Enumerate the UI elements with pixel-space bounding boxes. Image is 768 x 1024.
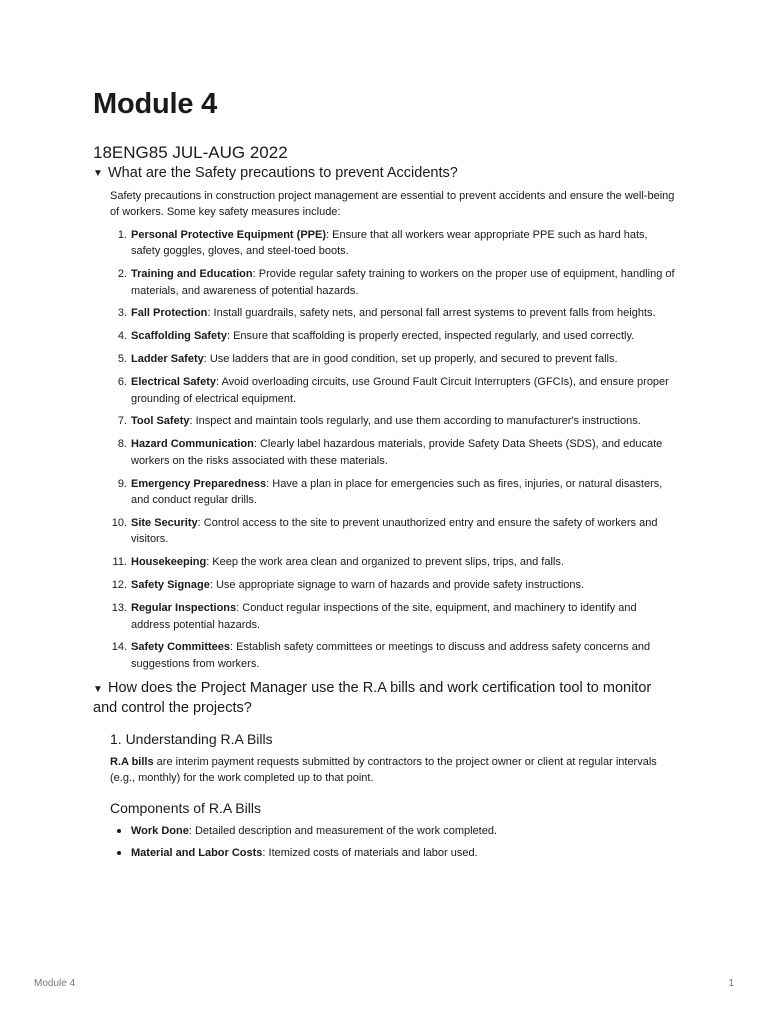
list-item-number: 10. [111, 517, 127, 529]
list-item [110, 413, 678, 429]
list-item [110, 577, 678, 593]
list-item-number: 13. [111, 602, 127, 615]
toggle-heading-ra-bills[interactable] [93, 679, 678, 718]
list-item-term: Emergency Preparedness [131, 477, 267, 490]
list-item-text: : Establish safety committees or meetings to discuss and address safety concerns and suggestions from workers. [131, 641, 651, 670]
list-item [110, 554, 678, 570]
toggle-body-safety [93, 188, 678, 672]
toggle-heading-text: What are the Safety precautions to prevent Accidents? [108, 165, 458, 181]
list-item [110, 639, 678, 672]
toggle-block-safety [93, 164, 678, 672]
list-item-text: : Have a plan in place for emergencies such as fires, injuries, or natural disasters, and conduct regular drills. [131, 477, 663, 507]
list-item-term: Electrical Safety [131, 376, 216, 389]
list-item-term: Tool Safety [131, 415, 190, 428]
list-item-number: 5. [117, 353, 127, 366]
list-item [110, 823, 678, 839]
list-item-text: : Itemized costs of materials and labor used. [262, 847, 478, 860]
toggle-triangle-icon[interactable]: ▼ [93, 168, 103, 179]
list-item-number: 7. [117, 415, 127, 428]
list-item [110, 845, 678, 861]
list-item-number: 12. [111, 579, 127, 592]
document-page [93, 86, 678, 868]
list-item-text: : Use appropriate signage to warn of hazards and provide safety instructions. [209, 579, 585, 592]
list-item [110, 374, 678, 407]
list-item-number: 14. [111, 641, 127, 654]
list-item-number: 11. [112, 556, 127, 569]
list-item-term: Housekeeping [131, 556, 207, 569]
list-item [110, 436, 678, 469]
list-item-number: 9. [117, 477, 127, 490]
toggle-heading-safety[interactable] [93, 164, 678, 183]
list-item-number: 6. [117, 376, 127, 389]
ra-bills-text: are interim payment requests submitted by contractors to the project owner or client at regular intervals (e.g., monthly) for the work completed up to that point. [110, 755, 657, 785]
list-item-text: : Inspect and maintain tools regularly, and use them according to manufacturer's instructions. [189, 415, 641, 428]
components-list [110, 823, 678, 862]
list-item-term: Hazard Communication [131, 438, 254, 451]
page-subtitle: 18ENG85 JUL-AUG 2022 [93, 143, 288, 162]
list-item [110, 266, 678, 299]
list-item-term: Site Security [131, 517, 198, 529]
list-item-term: Training and Education [131, 268, 253, 281]
list-item-text: : Provide regular safety training to workers on the proper use of equipment, handling of materials, and awareness of potential hazards. [131, 268, 675, 297]
list-item-number: 8. [117, 438, 127, 451]
list-item-number: 4. [117, 330, 127, 343]
footer-page-number: 1 [728, 978, 734, 989]
bullet-dot-icon [117, 851, 121, 855]
toggle-body-ra-bills [93, 730, 678, 862]
toggle-heading-text: How does the Project Manager use the R.A bills and work certification tool to monitor and control the projects? [93, 679, 652, 716]
ra-bills-paragraph [110, 754, 678, 787]
list-item-text: : Ensure that all workers wear appropriate PPE such as hard hats, safety goggles, gloves, and steel-toed boots. [131, 228, 648, 258]
list-item-term: Personal Protective Equipment (PPE) [131, 228, 326, 241]
list-item-term: Fall Protection [131, 307, 208, 320]
toggle-block-ra-bills [93, 679, 678, 862]
list-item-term: Work Done [131, 824, 189, 837]
list-item-text: : Ensure that scaffolding is properly erected, inspected regularly, and used correctly. [226, 330, 635, 343]
list-item-text: : Clearly label hazardous materials, provide Safety Data Sheets (SDS), and educate workers on the risks associated with these materials. [131, 438, 663, 467]
list-item-term: Ladder Safety [131, 353, 204, 366]
list-item-text: : Avoid overloading circuits, use Ground Fault Circuit Interrupters (GFCIs), and ensure proper grounding of electrical equipment. [131, 376, 669, 405]
list-item [110, 515, 678, 548]
section-heading-understanding: 1. Understanding R.A Bills [110, 730, 273, 747]
list-item-text: : Keep the work area clean and organized to prevent slips, trips, and falls. [206, 556, 564, 569]
page-title: Module 4 [93, 88, 218, 120]
footer-module-label: Module 4 [34, 978, 76, 989]
list-item [110, 351, 678, 367]
list-item-text: : Install guardrails, safety nets, and personal fall arrest systems to prevent falls from heights. [207, 307, 656, 320]
list-item [110, 328, 678, 344]
list-item-text: : Detailed description and measurement of the work completed. [188, 824, 498, 837]
list-item [110, 600, 678, 633]
list-item [110, 227, 678, 260]
list-item [110, 476, 678, 509]
list-item-text: : Control access to the site to prevent unauthorized entry and ensure the safety of workers and visitors. [131, 517, 658, 546]
list-item-term: Regular Inspections [131, 602, 237, 615]
list-item-number: 3. [117, 307, 127, 320]
list-item [110, 305, 678, 321]
section-heading-components: Components of R.A Bills [110, 799, 261, 816]
bullet-dot-icon [117, 829, 121, 833]
safety-measures-list [110, 227, 678, 672]
intro-paragraph: Safety precautions in construction project management are essential to prevent accidents and ensure the well-being of workers. Some key safety measures include: [110, 190, 675, 219]
list-item-number: 2. [117, 268, 127, 281]
list-item-text: : Conduct regular inspections of the site, equipment, and machinery to identify and address potential hazards. [131, 602, 637, 631]
toggle-triangle-icon[interactable]: ▼ [93, 683, 103, 695]
list-item-term: Scaffolding Safety [131, 330, 227, 343]
ra-bills-term: R.A bills [110, 755, 154, 768]
list-item-text: : Use ladders that are in good condition, set up properly, and secured to prevent falls. [203, 353, 618, 366]
list-item-term: Safety Committees [131, 641, 231, 654]
list-item-term: Material and Labor Costs [131, 847, 263, 860]
list-item-number: 1. [117, 228, 127, 241]
list-item-term: Safety Signage [131, 579, 210, 592]
